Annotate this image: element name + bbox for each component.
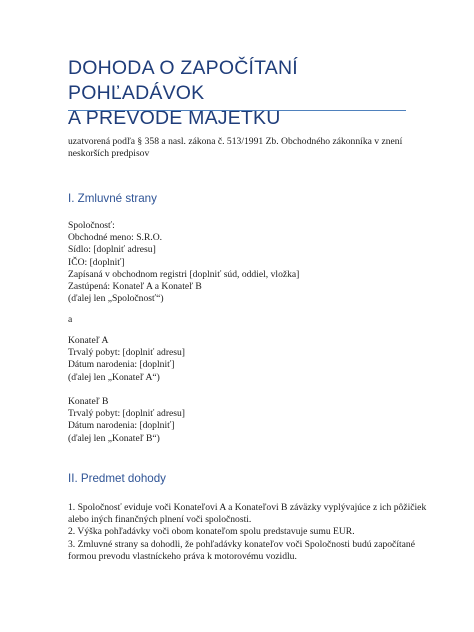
subject-line: formou prevodu vlastníckeho práva k motorovému vozidlu. [68, 550, 297, 562]
title-divider [68, 110, 406, 111]
partner-a-line: (ďalej len „Konateľ A“) [68, 371, 160, 383]
partner-b-line: Konateľ B [68, 396, 109, 407]
company-line: Obchodné meno: S.R.O. [68, 232, 163, 244]
intro-line: neskorších predpisov [68, 148, 150, 160]
conjunction-text: a [68, 314, 73, 325]
company-line: (ďalej len „Spoločnosť“) [68, 293, 164, 305]
company-line: Spoločnosť: [68, 220, 115, 231]
intro-paragraph [68, 136, 408, 160]
company-line: Zastúpená: Konateľ A a Konateľ B [68, 281, 202, 293]
partner-a-line: Trvalý pobyt: [doplniť adresu] [68, 347, 185, 359]
subject-line: alebo iných finančných plnení voči spoločnosti. [68, 514, 252, 526]
partner-b-line: Dátum narodenia: [doplniť] [68, 420, 175, 432]
title-line-2: A PREVODE MAJETKU [68, 107, 281, 129]
partner-b-block [68, 396, 408, 445]
company-line: IČO: [doplniť] [68, 256, 125, 268]
partner-a-line: Dátum narodenia: [doplniť] [68, 359, 175, 371]
partner-a-block [68, 335, 408, 384]
title-line-1: DOHODA O ZAPOČÍTANÍ POHĽADÁVOK [68, 57, 298, 104]
partner-b-line: (ďalej len „Konateľ B“) [68, 432, 160, 444]
company-line: Sídlo: [doplniť adresu] [68, 244, 156, 256]
subject-block [68, 502, 427, 563]
subject-line: 1. Spoločnosť eviduje voči Konateľovi A a Konateľovi B záväzky vyplývajúce z ich pôžičiek [68, 502, 427, 513]
company-line: Zapísaná v obchodnom registri [doplniť súd, oddiel, vložka] [68, 268, 300, 280]
section-heading-parties: I. Zmluvné strany [68, 192, 157, 205]
subject-line: 3. Zmluvné strany sa dohodli, že pohľadávky konateľov voči Spoločnosti budú započítané [68, 538, 415, 550]
partner-b-line: Trvalý pobyt: [doplniť adresu] [68, 408, 185, 420]
section-heading-subject: II. Predmet dohody [68, 472, 166, 485]
company-block [68, 220, 408, 305]
partner-a-line: Konateľ A [68, 335, 109, 346]
subject-line: 2. Výška pohľadávky voči obom konateľom spolu predstavuje sumu EUR. [68, 526, 355, 538]
document-title [68, 56, 408, 131]
intro-line: uzatvorená podľa § 358 a nasl. zákona č. 513/1991 Zb. Obchodného zákonníka v znení [68, 136, 403, 147]
